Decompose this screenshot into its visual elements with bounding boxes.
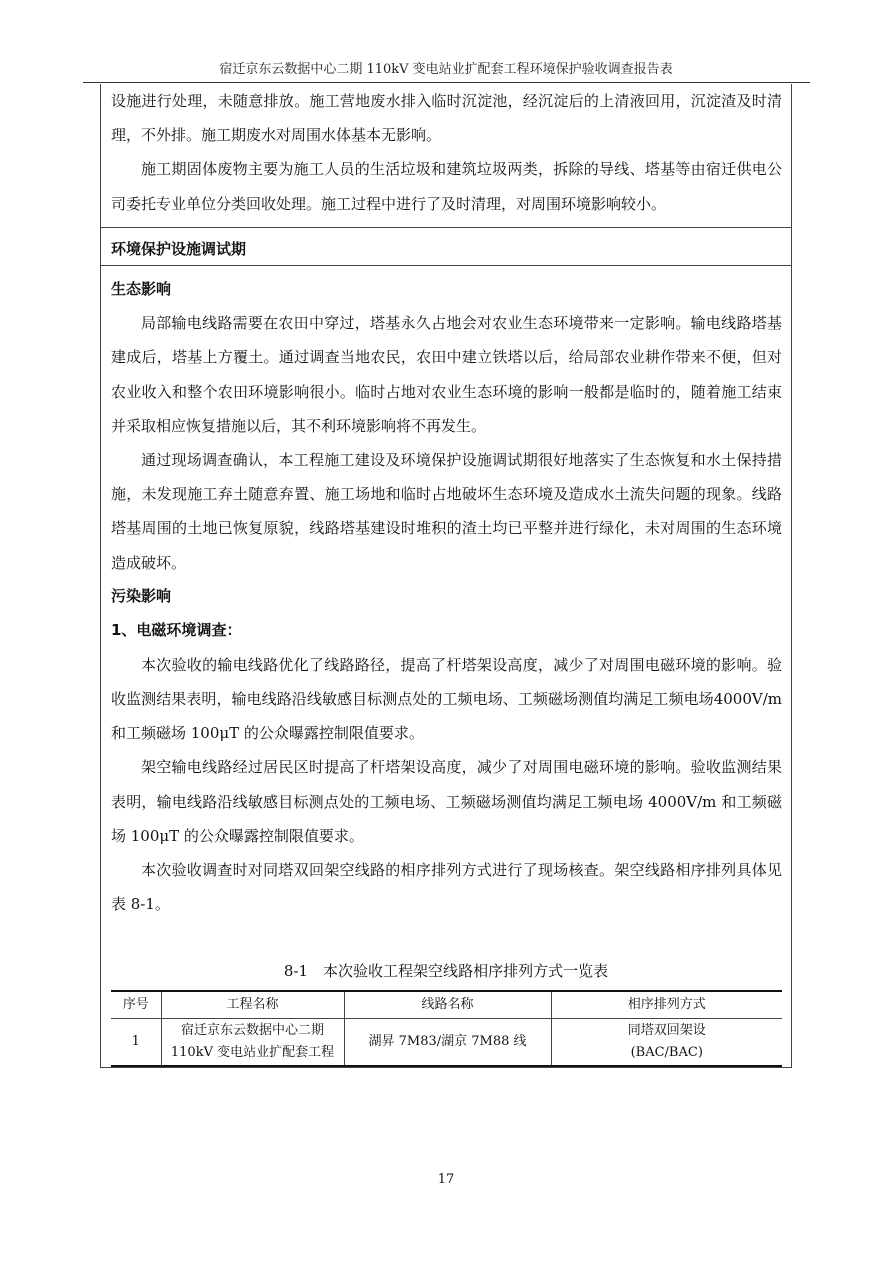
table-row	[111, 1019, 782, 1067]
table-caption: 8-1 本次验收工程架空线路相序排列方式一览表	[283, 962, 609, 980]
paragraph: 本次验收的输电线路优化了线路路径，提高了杆塔架设高度，减少了对周围电磁环境的影响。验收监测结果表明，输电线路沿线敏感目标测点处的工频电场、工频磁场测值均满足工频电场4000V/m 和工频磁场 100μT 的公众曝露控制限值要求。	[111, 655, 782, 743]
paragraph: 局部输电线路需要在农田中穿过，塔基永久占地会对农业生态环境带来一定影响。输电线路塔基建成后，塔基上方覆土。通过调查当地农民，农田中建立铁塔以后，给局部农业耕作带来不便，但对农业收入和整个农田环境影响很小。临时占地对农业生态环境的影响一般都是临时的，随着施工结束并采取相应恢复措施以后，其不利环境影响将不再发生。	[111, 314, 782, 435]
cell-line: 湖昇 7M83/湖京 7M88 线	[344, 1019, 551, 1067]
paragraph: 架空输电线路经过居民区时提高了杆塔架设高度，减少了对周围电磁环境的影响。验收监测结果表明，输电线路沿线敏感目标测点处的工频电场、工频磁场测值均满足工频电场 4000V/m 和工频磁场 100μT 的公众曝露控制限值要求。	[111, 758, 782, 845]
cell-phase-line1: 同塔双回架设	[627, 1023, 706, 1038]
commissioning-content	[101, 272, 791, 921]
table-header-row	[111, 991, 782, 1019]
column-header: 相序排列方式	[551, 991, 782, 1019]
paragraph: 通过现场调查确认，本工程施工建设及环境保护设施调试期很好地落实了生态恢复和水土保持措施，未发现施工弃土随意弃置、施工场地和临时占地破坏生态环境及造成水土流失问题的现象。线路塔基周围的土地已恢复原貌，线路塔基建设时堆积的渣土均已平整并进行绿化，未对周围的生态环境造成破坏。	[111, 451, 782, 572]
em-heading: 1、电磁环境调查：	[111, 620, 242, 639]
cell-project	[161, 1019, 344, 1067]
row-divider	[101, 265, 791, 266]
column-header: 工程名称	[161, 991, 344, 1019]
cell-phase	[551, 1019, 782, 1067]
column-header: 序号	[111, 991, 161, 1019]
section-title: 环境保护设施调试期	[111, 240, 247, 258]
header-rule	[83, 82, 810, 83]
row-divider	[101, 227, 791, 228]
paragraph: 设施进行处理，未随意排放。施工营地废水排入临时沉淀池，经沉淀后的上清液回用，沉淀渣及时清理，不外排。施工期废水对周围水体基本无影响。	[111, 92, 782, 145]
cell-project-line1: 宿迁京东云数据中心二期	[180, 1023, 324, 1038]
eco-heading: 生态影响	[111, 280, 172, 298]
construction-impact-section	[101, 84, 791, 221]
phase-sequence-table	[111, 990, 782, 1067]
cell-project-line2: 110kV 变电站业扩配套工程	[170, 1045, 335, 1060]
page-number: 17	[437, 1172, 455, 1187]
report-frame	[100, 84, 792, 1068]
paragraph: 本次验收调查时对同塔双回架空线路的相序排列方式进行了现场核查。架空线路相序排列具体见表 8-1。	[111, 861, 782, 914]
paragraph: 施工期固体废物主要为施工人员的生活垃圾和建筑垃圾两类，拆除的导线、塔基等由宿迁供电公司委托专业单位分类回收处理。施工过程中进行了及时清理，对周围环境影响较小。	[111, 160, 782, 213]
cell-phase-line2: (BAC/BAC)	[630, 1045, 703, 1060]
cell-no: 1	[111, 1019, 161, 1067]
pollution-heading: 污染影响	[111, 586, 172, 605]
commissioning-title-row	[101, 232, 791, 266]
column-header: 线路名称	[344, 991, 551, 1019]
page-header: 宿迁京东云数据中心二期 110kV 变电站业扩配套工程环境保护验收调查报告表	[219, 62, 673, 77]
